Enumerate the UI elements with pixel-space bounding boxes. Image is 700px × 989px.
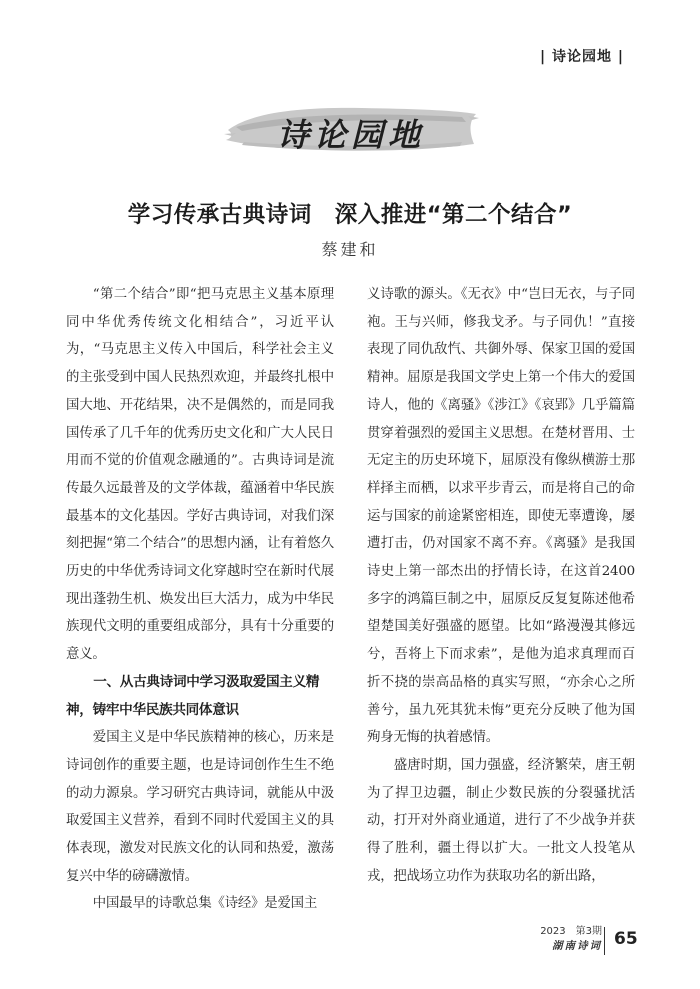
paragraph: “第二个结合”即“把马克思主义基本原理同中华优秀传统文化相结合”，习近平认为，“马克思主义传入中国后，科学社会主义的主张受到中国人民热烈欢迎，并最终扎根中国大地、开花结果，决不是偶然的，而是同我国传承了几千年的优秀历史文化和广大人民日用而不觉的价值观念融通的”。古典诗词是流传最久远最普及的文学体裁，蕴涵着中华民族最基本的文化基因。学好古典诗词，对我们深刻把握“第二个结合”的思想内涵，让有着悠久历史的中华优秀诗词文化穿越时空在新时代展现出蓬勃生机、焕发出巨大活力，成为中华民族现代文明的重要组成部分，具有十分重要的意义。 (66, 287, 334, 663)
page-number: 65 (614, 929, 638, 949)
article-title: 学习传承古典诗词 深入推进“第二个结合” (127, 202, 573, 228)
section-heading: 一、从古典诗词中学习汲取爱国主义精神，铸牢中华民族共同体意识 (66, 673, 320, 718)
paragraph: 盛唐时期，国力强盛，经济繁荣，唐王朝为了捍卫边疆，制止少数民族的分裂骚扰活动，打开对外商业通道，进行了不少战争并获得了胜利，疆土得以扩大。一批文人投笔从戎，把战场立功作为获取功名的新出路， (367, 757, 635, 884)
left-column (66, 281, 334, 918)
footer-meta (540, 925, 602, 953)
right-column (367, 281, 635, 890)
article-author: 蔡建和 (321, 240, 379, 259)
banner-text: 诗论园地 (276, 116, 425, 154)
magazine-name: 湖南诗词 (552, 940, 602, 952)
footer-divider (604, 927, 605, 955)
paragraph: 中国最早的诗歌总集《诗经》是爱国主 (92, 896, 318, 912)
issue-label: 2023 第3期 (540, 926, 602, 937)
paragraph: 爱国主义是中华民族精神的核心，历来是诗词创作的重要主题，也是诗词创作生生不绝的动力源泉。学习研究古典诗词，就能从中汲取爱国主义营养，看到不同时代爱国主义的具体表现，激发对民族文化的认同和热爱，激荡复兴中华的磅礴激情。 (66, 730, 334, 884)
section-tag: | 诗论园地 | (540, 49, 624, 65)
paragraph: 义诗歌的源头。《无衣》中“岂曰无衣，与子同袍。王与兴师，修我戈矛。与子同仇！”直接表现了同仇敌忾、共御外辱、保家卫国的爱国精神。屈原是我国文学史上第一个伟大的爱国诗人，他的《离骚》《涉江》《哀郢》几乎篇篇贯穿着强烈的爱国主义思想。在楚材晋用、士无定主的历史环境下，屈原没有像纵横游士那样择主而栖，以求平步青云，而是将自己的命运与国家的前途紧密相连，即使无辜遭谗，屡遭打击，仍对国家不离不弃。《离骚》是我国诗史上第一部杰出的抒情长诗，在这首2400多字的鸿篇巨制之中，屈原反反复复陈述他希望楚国美好强盛的愿望。比如“路漫漫其修远兮，吾将上下而求索”，是他为追求真理而百折不挠的崇高品格的真实写照，“亦余心之所善兮，虽九死其犹未悔”更充分反映了他为国殉身无悔的执着感情。 (367, 287, 635, 746)
section-banner (222, 100, 480, 158)
